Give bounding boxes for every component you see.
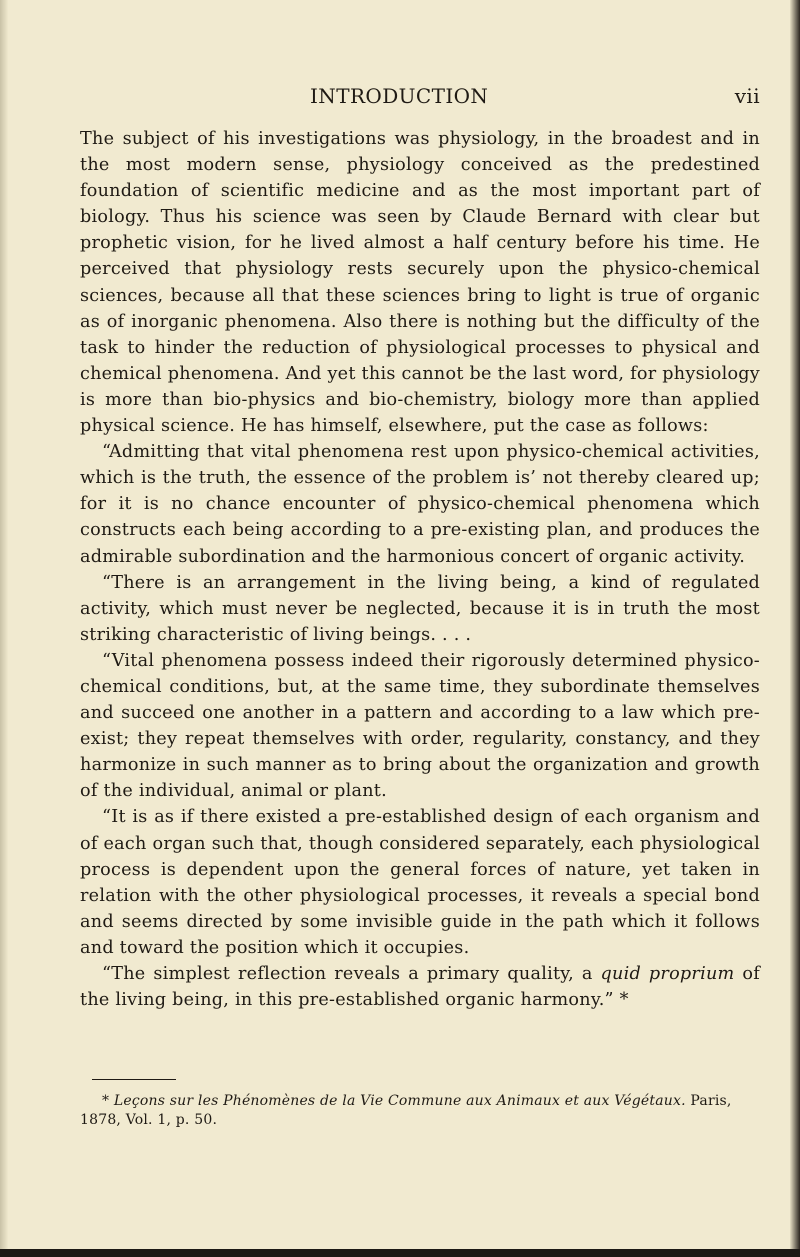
paragraph-text: “The simplest reflection reveals a primary quality, a — [102, 964, 601, 984]
page-left-shadow — [0, 0, 8, 1257]
footnote — [80, 1092, 760, 1130]
paragraph: “Vital phenomena possess indeed their rigorously determined physico-chemical conditions, but, at the same time, they subordinate themselves and succeed one another in a pattern and according to a law which pre-exist; they repeat themselves with order, regularity, constancy, and they harmonize in such manner as to bring about the organization and growth of the individual, animal or plant. — [80, 650, 760, 802]
latin-phrase: quid proprium — [600, 964, 735, 984]
footnote-title: Leçons sur les Phénomènes de la Vie Commune aux Animaux et aux Végétaux. — [113, 1093, 686, 1109]
footnote-rule — [92, 1079, 176, 1080]
footnote-citation: Paris, 1878, Vol. 1, p. 50. — [80, 1093, 732, 1128]
running-header — [80, 80, 760, 110]
paragraph-text-end: of the living being, in this pre-established organic harmony.” * — [80, 964, 760, 1011]
body-text — [80, 126, 760, 1013]
page-bottom-edge — [0, 1249, 800, 1257]
page-right-shadow — [790, 0, 800, 1257]
running-title: INTRODUCTION — [310, 84, 489, 108]
page-number: vii — [734, 84, 760, 108]
footnote-marker: * — [102, 1093, 114, 1109]
paragraph: “It is as if there existed a pre-established design of each organism and of each organ such that, though considered separately, each physiological process is dependent upon the general forces of nature, yet taken in relation with the other physiological processes, it reveals a special bond and seems directed by some invisible guide in the path which it follows and toward the position which it occupies. — [80, 807, 760, 958]
paragraph: The subject of his investigations was physiology, in the broadest and in the most modern sense, physiology conceived as the predestined foundation of scientific medicine and as the most important part of biology. Thus his science was seen by Claude Bernard with clear but prophetic vision, for he lived almost a half century before his time. He perceived that physiology rests securely upon the physico-chemical sciences, because all that these sciences bring to light is true of organic as of inorganic phenomena. Also there is nothing but the difficulty of the task to hinder the reduction of physiological processes to physical and chemical phenomena. And yet this cannot be the last word, for physiology is more than bio-physics and bio-chemistry, biology more than applied physical science. He has himself, elsewhere, put the case as follows: — [80, 129, 760, 437]
paragraph-last — [80, 961, 760, 1013]
paragraph: “There is an arrangement in the living being, a kind of regulated activity, which must never be neglected, because it is in truth the most striking characteristic of living beings. . . . — [80, 572, 760, 645]
paragraph: “Admitting that vital phenomena rest upon physico-chemical activities, which is the truth, the essence of the problem is’ not thereby cleared up; for it is no chance encounter of physico-chemical phenomena which constructs each being according to a pre-existing plan, and produces the admirable subordination and the harmonious concert of organic activity. — [80, 442, 760, 567]
